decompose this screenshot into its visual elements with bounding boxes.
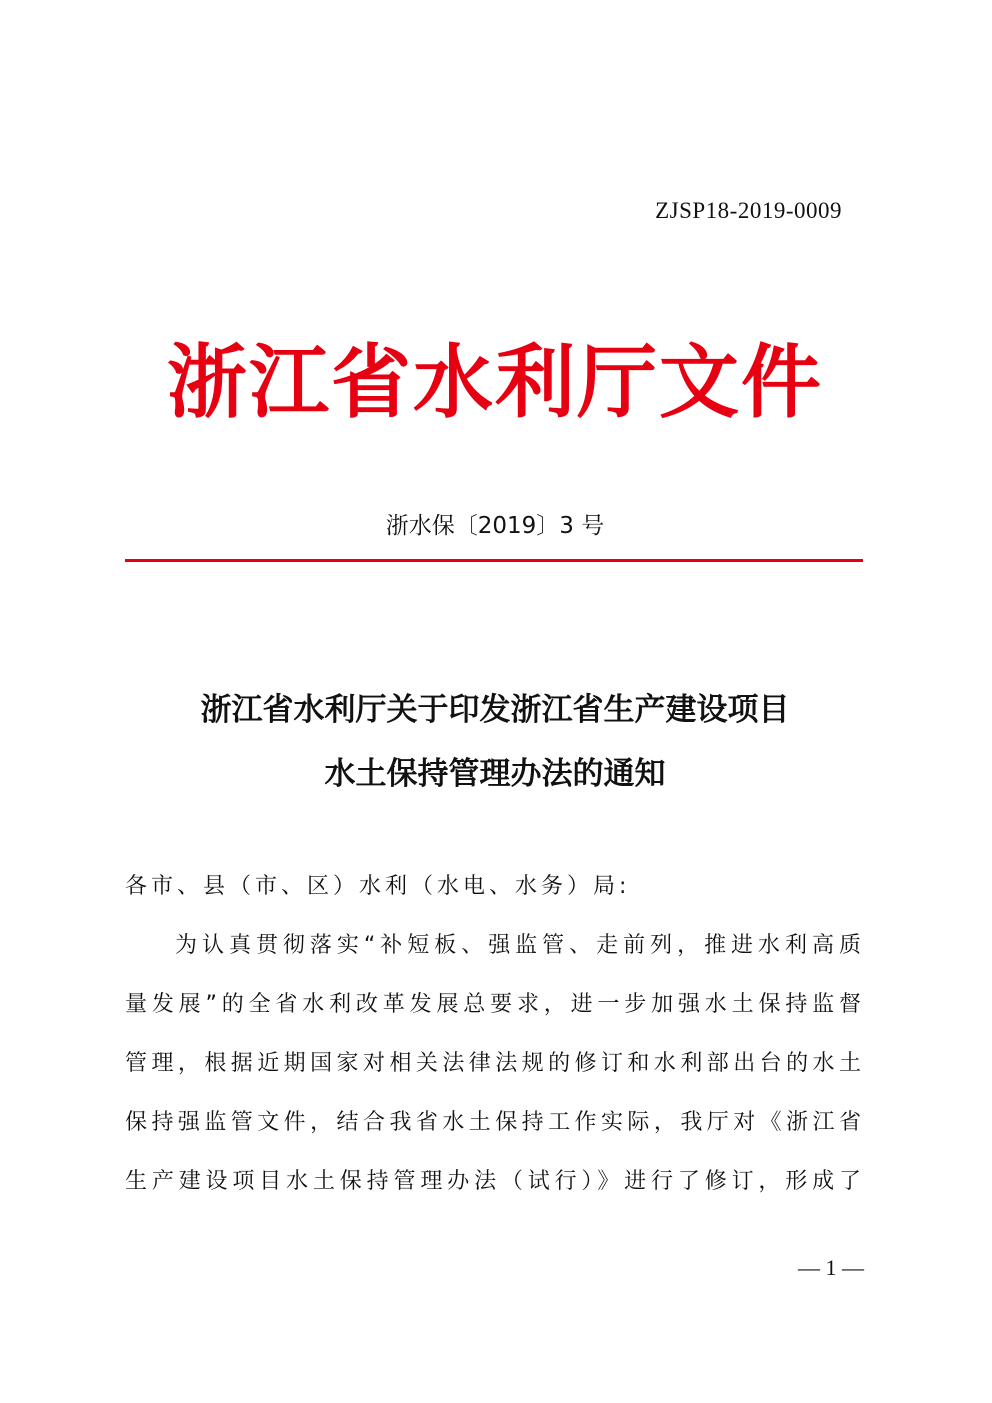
salutation: 各市、县（市、区）水利（水电、水务）局: xyxy=(125,874,631,899)
title-line-2: 水土保持管理办法的通知 xyxy=(324,756,666,792)
body-line-4: 保持强监管文件，结合我省水土保持工作实际，我厅对《浙江省 xyxy=(125,1110,865,1135)
page-number: — 1 — xyxy=(798,1255,864,1280)
document-header: 浙江省水利厅文件 xyxy=(167,335,823,429)
document-body xyxy=(125,864,865,1218)
title-line-1: 浙江省水利厅关于印发浙江省生产建设项目 xyxy=(200,692,790,728)
document-number: 浙水保〔2019〕3 号 xyxy=(385,513,605,539)
body-line-2: 量发展”的全省水利改革发展总要求，进一步加强水土保持监督 xyxy=(125,992,865,1017)
red-divider-line xyxy=(125,559,863,562)
body-line-5: 生产建设项目水土保持管理办法（试行）》进行了修订，形成了 xyxy=(125,1169,865,1194)
document-code: ZJSP18-2019-0009 xyxy=(655,198,842,223)
document-title xyxy=(125,678,865,806)
body-line-1: 为认真贯彻落实“补短板、强监管、走前列，推进水利高质 xyxy=(175,933,865,958)
body-line-3: 管理，根据近期国家对相关法律法规的修订和水利部出台的水土 xyxy=(125,1051,865,1076)
